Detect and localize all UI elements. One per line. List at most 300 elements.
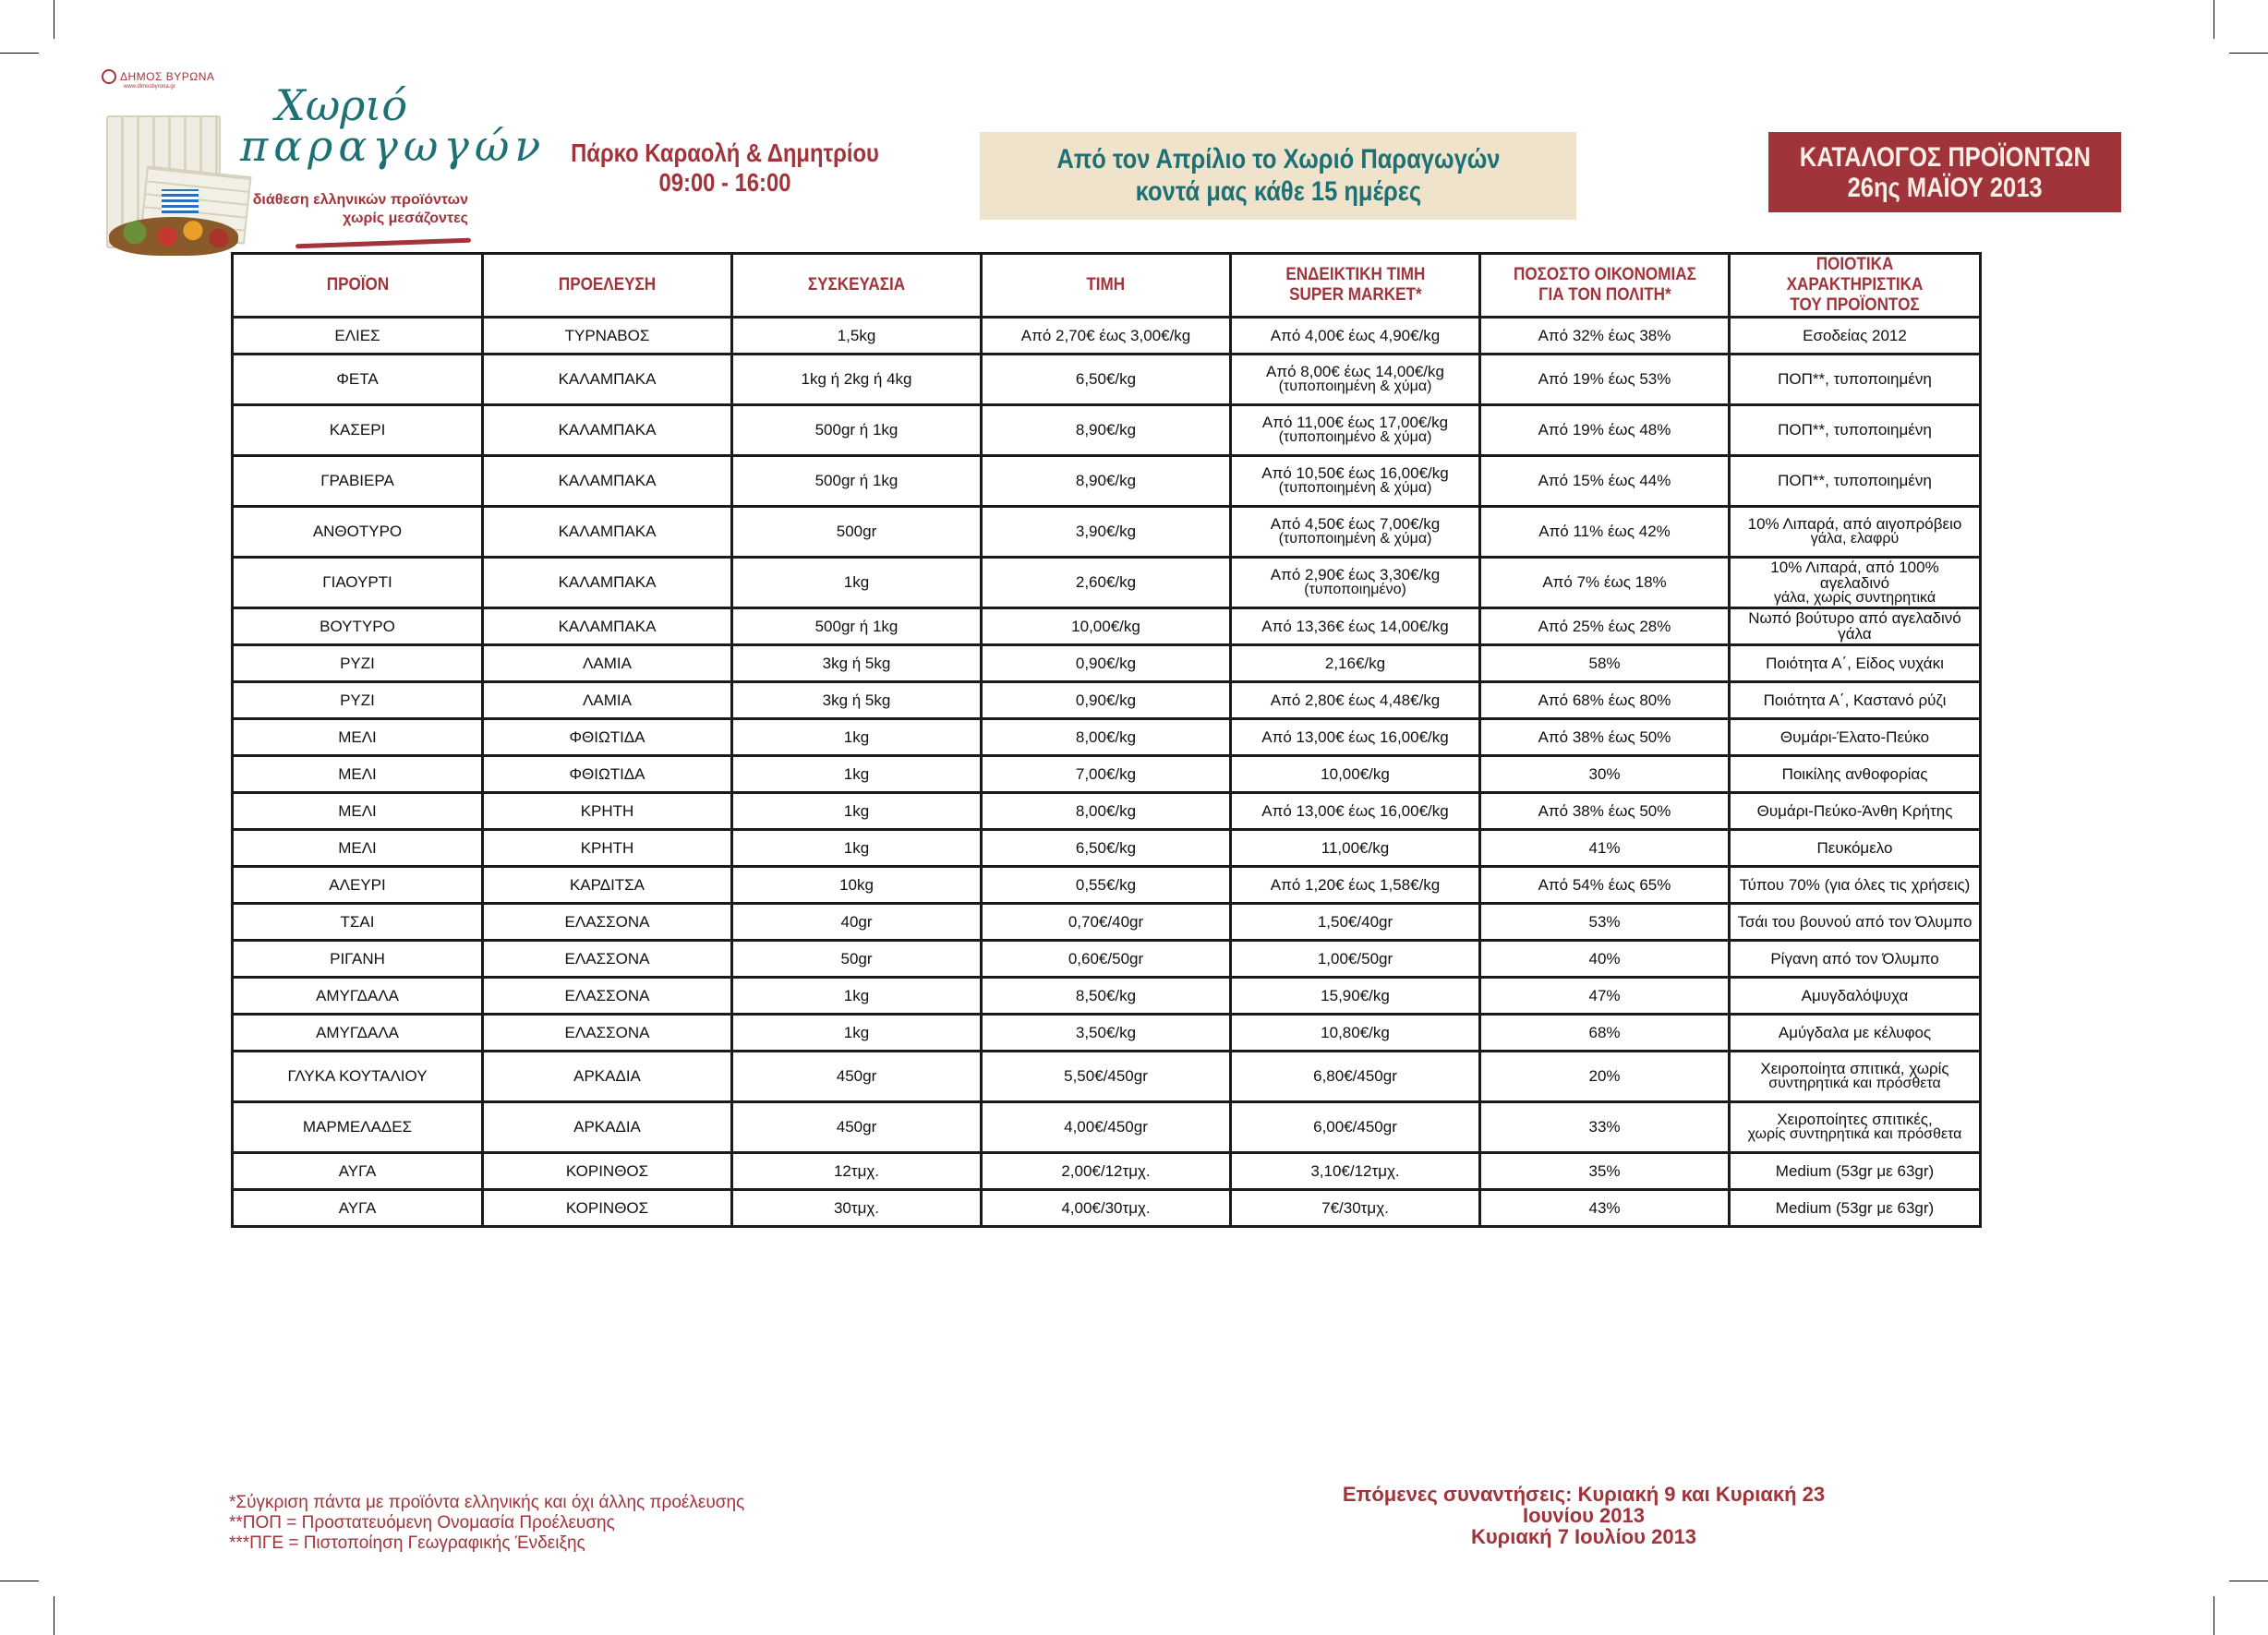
village-producers-logo bbox=[102, 69, 547, 258]
quality-text: Πευκόμελο bbox=[1816, 838, 1893, 857]
catalog-date: 26ης ΜΑΪΟΥ 2013 bbox=[1847, 172, 2043, 203]
product-text: ΑΜΥΓΔΑΛΑ bbox=[315, 986, 400, 1004]
quality-text: Ποικίλης ανθοφορίας bbox=[1781, 764, 1928, 783]
quality-text: Τύπου 70% (για όλες τις χρήσεις) bbox=[1739, 875, 1971, 894]
price-cell bbox=[982, 607, 1231, 644]
price-text: 6,50€/kg bbox=[1075, 838, 1137, 857]
origin-text: ΕΛΑΣΣΟΝΑ bbox=[564, 912, 650, 931]
venue-place: Πάρκο Καραολή & Δημητρίου bbox=[571, 138, 879, 167]
saving-cell bbox=[1480, 903, 1730, 940]
product-text: ΡΥΖΙ bbox=[340, 691, 375, 709]
price-text: 2,00€/12τμχ. bbox=[1061, 1161, 1151, 1180]
saving-text: Από 25% έως 28% bbox=[1538, 617, 1671, 635]
packaging-cell bbox=[732, 404, 982, 455]
origin-text: ΚΑΛΑΜΠΑΚΑ bbox=[558, 370, 657, 389]
packaging-text: 500gr ή 1kg bbox=[814, 421, 899, 439]
product-cell bbox=[233, 354, 483, 404]
product-text: ΑΥΓΑ bbox=[338, 1161, 377, 1180]
product-cell bbox=[233, 557, 483, 607]
supermarket-price-note: (τυποποιημένο) bbox=[1304, 582, 1406, 598]
origin-cell bbox=[483, 866, 732, 903]
brush-stroke bbox=[296, 238, 471, 249]
packaging-text: 3kg ή 5kg bbox=[822, 691, 891, 709]
supermarket-price-text: Από 10,50€ έως 16,00€/kg bbox=[1261, 464, 1449, 483]
supermarket-price-text: 3,10€/12τμχ. bbox=[1310, 1161, 1400, 1180]
crop-mark bbox=[2229, 53, 2268, 54]
price-cell bbox=[982, 681, 1231, 718]
product-cell bbox=[233, 1152, 483, 1189]
supermarket-price-text: Από 2,90€ έως 3,30€/kg bbox=[1270, 566, 1441, 584]
supermarket-price-cell bbox=[1231, 317, 1480, 354]
packaging-cell bbox=[732, 607, 982, 644]
supermarket-price-cell bbox=[1231, 1014, 1480, 1051]
quality-text: Θυμάρι-Έλατο-Πεύκο bbox=[1779, 727, 1930, 746]
quality-text: ΠΟΠ**, τυποποιημένη bbox=[1778, 472, 1932, 490]
column-header-saving: ΠΟΣΟΣΤΟ ΟΙΚΟΝΟΜΙΑΣ ΓΙΑ ΤΟΝ ΠΟΛΙΤΗ* bbox=[1480, 254, 1730, 318]
quality-cell bbox=[1730, 404, 1981, 455]
supermarket-price-text: Από 13,00€ έως 16,00€/kg bbox=[1261, 727, 1449, 746]
origin-text: ΑΡΚΑΔΙΑ bbox=[573, 1067, 641, 1086]
packaging-text: 1kg bbox=[843, 727, 870, 746]
quality-note: συντηρητικά και πρόσθετα bbox=[1768, 1076, 1941, 1092]
saving-cell bbox=[1480, 718, 1730, 755]
price-cell bbox=[982, 866, 1231, 903]
table-row bbox=[233, 1014, 1981, 1051]
price-cell bbox=[982, 1101, 1231, 1152]
quality-cell bbox=[1730, 1189, 1981, 1226]
quality-text: Χειροποίητες σπιτικές, bbox=[1777, 1111, 1933, 1129]
supermarket-price-cell bbox=[1231, 607, 1480, 644]
quality-cell bbox=[1730, 792, 1981, 829]
price-cell bbox=[982, 1051, 1231, 1101]
origin-cell bbox=[483, 1051, 732, 1101]
product-text: ΑΜΥΓΔΑΛΑ bbox=[315, 1023, 400, 1041]
packaging-cell bbox=[732, 903, 982, 940]
price-cell bbox=[982, 755, 1231, 792]
origin-text: ΚΑΡΔΙΤΣΑ bbox=[569, 875, 645, 894]
saving-text: 41% bbox=[1588, 838, 1621, 857]
price-text: 8,50€/kg bbox=[1075, 986, 1137, 1004]
origin-cell bbox=[483, 557, 732, 607]
catalog-title: ΚΑΤΑΛΟΓΟΣ ΠΡΟΪΟΝΤΩΝ bbox=[1799, 141, 2091, 173]
origin-cell bbox=[483, 718, 732, 755]
product-text: ΒΟΥΤΥΡΟ bbox=[320, 617, 395, 635]
quality-cell bbox=[1730, 940, 1981, 977]
supermarket-price-text: 11,00€/kg bbox=[1321, 838, 1390, 857]
quality-cell bbox=[1730, 455, 1981, 506]
supermarket-price-text: Από 8,00€ έως 14,00€/kg bbox=[1266, 363, 1444, 381]
price-cell bbox=[982, 792, 1231, 829]
packaging-text: 450gr bbox=[836, 1118, 877, 1136]
packaging-cell bbox=[732, 977, 982, 1014]
saving-text: 53% bbox=[1588, 912, 1621, 931]
origin-text: ΚΑΛΑΜΠΑΚΑ bbox=[558, 472, 657, 490]
column-header-quality: ΠΟΙΟΤΙΚΑ ΧΑΡΑΚΤΗΡΙΣΤΙΚΑ ΤΟΥ ΠΡΟΪΟΝΤΟΣ bbox=[1730, 254, 1981, 318]
supermarket-price-cell bbox=[1231, 829, 1480, 866]
table-row bbox=[233, 455, 1981, 506]
price-text: 7,00€/kg bbox=[1075, 764, 1137, 783]
origin-text: ΚΡΗΤΗ bbox=[580, 801, 634, 820]
origin-text: ΛΑΜΙΑ bbox=[583, 691, 632, 709]
column-header-product: ΠΡΟΪΟΝ bbox=[233, 254, 483, 318]
packaging-cell bbox=[732, 455, 982, 506]
origin-text: ΦΘΙΩΤΙΔΑ bbox=[569, 764, 645, 783]
saving-cell bbox=[1480, 354, 1730, 404]
price-text: 6,50€/kg bbox=[1075, 370, 1137, 389]
product-text: ΑΥΓΑ bbox=[338, 1198, 377, 1217]
price-cell bbox=[982, 506, 1231, 557]
packaging-cell bbox=[732, 644, 982, 681]
supermarket-price-cell bbox=[1231, 866, 1480, 903]
packaging-text: 1kg bbox=[843, 838, 870, 857]
quality-text: Νωπό βούτυρο από αγελαδινό γάλα bbox=[1748, 609, 1961, 643]
quality-cell bbox=[1730, 1101, 1981, 1152]
quality-text: Medium (53gr με 63gr) bbox=[1775, 1161, 1935, 1180]
saving-cell bbox=[1480, 644, 1730, 681]
quality-cell bbox=[1730, 903, 1981, 940]
price-text: 0,60€/50gr bbox=[1068, 949, 1144, 968]
packaging-cell bbox=[732, 506, 982, 557]
supermarket-price-text: 1,00€/50gr bbox=[1317, 949, 1393, 968]
quality-cell bbox=[1730, 1051, 1981, 1101]
saving-text: 58% bbox=[1588, 654, 1621, 672]
quality-note: γάλα, χωρίς συντηρητικά bbox=[1773, 589, 1936, 606]
quality-text: ΠΟΠ**, τυποποιημένη bbox=[1778, 421, 1932, 439]
saving-text: 30% bbox=[1588, 764, 1621, 783]
origin-cell bbox=[483, 317, 732, 354]
packaging-text: 500gr bbox=[836, 523, 877, 541]
supermarket-price-cell bbox=[1231, 1152, 1480, 1189]
saving-cell bbox=[1480, 792, 1730, 829]
municipality-name: ΔΗΜΟΣ ΒΥΡΩΝΑ bbox=[120, 70, 215, 83]
packaging-cell bbox=[732, 866, 982, 903]
price-text: 3,50€/kg bbox=[1075, 1023, 1137, 1041]
origin-cell bbox=[483, 1014, 732, 1051]
quality-text: Τσάι του βουνού από τον Όλυμπο bbox=[1737, 912, 1972, 931]
quality-text: 10% Λιπαρά, από 100% αγελαδινό bbox=[1770, 558, 1939, 592]
product-text: ΡΙΓΑΝΗ bbox=[330, 949, 385, 968]
quality-note: γάλα, ελαφρύ bbox=[1810, 531, 1900, 547]
saving-cell bbox=[1480, 681, 1730, 718]
venue-info bbox=[549, 138, 902, 198]
product-text: ΑΛΕΥΡΙ bbox=[329, 875, 386, 894]
price-text: 8,00€/kg bbox=[1075, 801, 1137, 820]
column-header-price: ΤΙΜΗ bbox=[982, 254, 1231, 318]
price-text: 5,50€/450gr bbox=[1064, 1067, 1148, 1086]
notice-line2: κοντά μας κάθε 15 ημέρες bbox=[1135, 175, 1421, 207]
saving-text: Από 38% έως 50% bbox=[1538, 727, 1671, 746]
saving-text: Από 54% έως 65% bbox=[1538, 875, 1671, 894]
table-row bbox=[233, 506, 1981, 557]
quality-text: Αμύγδαλα με κέλυφος bbox=[1778, 1023, 1932, 1041]
footnotes bbox=[229, 1493, 744, 1555]
municipality-badge bbox=[102, 69, 214, 84]
origin-text: ΚΡΗΤΗ bbox=[580, 838, 634, 857]
supermarket-price-text: 7€/30τμχ. bbox=[1321, 1198, 1389, 1217]
origin-cell bbox=[483, 940, 732, 977]
supermarket-price-text: Από 13,00€ έως 16,00€/kg bbox=[1261, 801, 1449, 820]
logo-tagline bbox=[242, 191, 468, 228]
saving-text: 68% bbox=[1588, 1023, 1621, 1041]
supermarket-price-cell bbox=[1231, 506, 1480, 557]
price-text: 0,90€/kg bbox=[1075, 691, 1137, 709]
quality-note: χωρίς συντηρητικά και πρόσθετα bbox=[1747, 1126, 1962, 1143]
packaging-cell bbox=[732, 1152, 982, 1189]
quality-text: Ποιότητα Α΄, Είδος νυχάκι bbox=[1766, 654, 1944, 672]
product-cell bbox=[233, 755, 483, 792]
table-row bbox=[233, 755, 1981, 792]
price-text: 4,00€/450gr bbox=[1064, 1118, 1148, 1136]
table-row bbox=[233, 829, 1981, 866]
saving-text: Από 11% έως 42% bbox=[1538, 523, 1671, 541]
origin-text: ΕΛΑΣΣΟΝΑ bbox=[564, 1023, 650, 1041]
origin-text: ΛΑΜΙΑ bbox=[583, 654, 632, 672]
table-row bbox=[233, 354, 1981, 404]
quality-cell bbox=[1730, 977, 1981, 1014]
product-cell bbox=[233, 455, 483, 506]
supermarket-price-note: (τυποποιημένο & χύμα) bbox=[1278, 429, 1432, 446]
product-text: ΓΙΑΟΥΡΤΙ bbox=[322, 573, 392, 592]
origin-cell bbox=[483, 681, 732, 718]
product-cell bbox=[233, 1014, 483, 1051]
packaging-cell bbox=[732, 940, 982, 977]
product-text: ΑΝΘΟΤΥΡΟ bbox=[312, 523, 403, 541]
supermarket-price-cell bbox=[1231, 557, 1480, 607]
supermarket-price-note: (τυποποιημένη & χύμα) bbox=[1278, 379, 1432, 395]
product-text: ΜΑΡΜΕΛΑΔΕΣ bbox=[302, 1118, 413, 1136]
price-text: 8,90€/kg bbox=[1075, 472, 1137, 490]
origin-text: ΚΑΛΑΜΠΑΚΑ bbox=[558, 523, 657, 541]
column-header-packaging: ΣΥΣΚΕΥΑΣΙΑ bbox=[732, 254, 982, 318]
quality-cell bbox=[1730, 1152, 1981, 1189]
venue-hours: 09:00 - 16:00 bbox=[658, 168, 791, 198]
price-cell bbox=[982, 718, 1231, 755]
origin-text: ΕΛΑΣΣΟΝΑ bbox=[564, 986, 650, 1004]
supermarket-price-cell bbox=[1231, 404, 1480, 455]
packaging-text: 450gr bbox=[836, 1067, 877, 1086]
packaging-text: 500gr ή 1kg bbox=[814, 472, 899, 490]
saving-text: 40% bbox=[1588, 949, 1621, 968]
price-cell bbox=[982, 354, 1231, 404]
packaging-text: 10kg bbox=[839, 875, 874, 894]
product-cell bbox=[233, 644, 483, 681]
quality-cell bbox=[1730, 755, 1981, 792]
product-text: ΜΕΛΙ bbox=[338, 764, 377, 783]
product-text: ΓΛΥΚΑ ΚΟΥΤΑΛΙΟΥ bbox=[287, 1067, 428, 1086]
price-cell bbox=[982, 1014, 1231, 1051]
product-text: ΜΕΛΙ bbox=[338, 727, 377, 746]
supermarket-price-cell bbox=[1231, 903, 1480, 940]
product-cell bbox=[233, 940, 483, 977]
next-meetings bbox=[1311, 1484, 1856, 1547]
origin-text: ΦΘΙΩΤΙΔΑ bbox=[569, 727, 645, 746]
supermarket-price-cell bbox=[1231, 681, 1480, 718]
saving-cell bbox=[1480, 506, 1730, 557]
product-cell bbox=[233, 903, 483, 940]
saving-text: Από 32% έως 38% bbox=[1538, 326, 1671, 344]
packaging-cell bbox=[732, 1051, 982, 1101]
table-row bbox=[233, 644, 1981, 681]
supermarket-price-cell bbox=[1231, 718, 1480, 755]
saving-text: 33% bbox=[1588, 1118, 1621, 1136]
supermarket-price-note: (τυποποιημένη & χύμα) bbox=[1278, 531, 1432, 547]
product-cell bbox=[233, 1189, 483, 1226]
supermarket-price-cell bbox=[1231, 455, 1480, 506]
origin-cell bbox=[483, 1189, 732, 1226]
product-cell bbox=[233, 506, 483, 557]
saving-cell bbox=[1480, 1014, 1730, 1051]
product-cell bbox=[233, 607, 483, 644]
price-cell bbox=[982, 977, 1231, 1014]
origin-cell bbox=[483, 455, 732, 506]
origin-text: ΚΑΛΑΜΠΑΚΑ bbox=[558, 573, 657, 592]
table-row bbox=[233, 718, 1981, 755]
supermarket-price-text: 15,90€/kg bbox=[1321, 986, 1390, 1004]
table-row bbox=[233, 317, 1981, 354]
packaging-cell bbox=[732, 755, 982, 792]
saving-cell bbox=[1480, 866, 1730, 903]
saving-text: 20% bbox=[1588, 1067, 1621, 1086]
saving-cell bbox=[1480, 755, 1730, 792]
quality-text: Ποιότητα Α΄, Καστανό ρύζι bbox=[1763, 691, 1947, 709]
product-cell bbox=[233, 866, 483, 903]
saving-text: 35% bbox=[1588, 1161, 1621, 1180]
origin-text: ΚΟΡΙΝΘΟΣ bbox=[565, 1198, 649, 1217]
table-row bbox=[233, 404, 1981, 455]
product-text: ΜΕΛΙ bbox=[338, 801, 377, 820]
table-row bbox=[233, 1189, 1981, 1226]
quality-text: Αμυγδαλόψυχα bbox=[1801, 986, 1909, 1004]
logo-tagline-line2: χωρίς μεσάζοντες bbox=[343, 210, 468, 226]
product-text: ΚΑΣΕΡΙ bbox=[329, 421, 386, 439]
saving-text: Από 15% έως 44% bbox=[1538, 472, 1671, 490]
packaging-text: 1kg bbox=[843, 764, 870, 783]
origin-text: ΚΑΛΑΜΠΑΚΑ bbox=[558, 421, 657, 439]
municipality-seal-icon bbox=[102, 69, 116, 84]
packaging-cell bbox=[732, 718, 982, 755]
product-cell bbox=[233, 718, 483, 755]
supermarket-price-text: Από 4,00€ έως 4,90€/kg bbox=[1270, 326, 1441, 344]
table-row bbox=[233, 1101, 1981, 1152]
packaging-text: 30τμχ. bbox=[833, 1198, 880, 1217]
origin-text: ΑΡΚΑΔΙΑ bbox=[573, 1118, 641, 1136]
product-text: ΦΕΤΑ bbox=[336, 370, 379, 389]
footnote-pdo: **ΠΟΠ = Προστατευόμενη Ονομασία Προέλευσης bbox=[229, 1513, 615, 1533]
packaging-cell bbox=[732, 317, 982, 354]
product-table-body bbox=[233, 317, 1981, 1226]
saving-cell bbox=[1480, 977, 1730, 1014]
table-row bbox=[233, 607, 1981, 644]
product-text: ΓΡΑΒΙΕΡΑ bbox=[320, 472, 394, 490]
product-cell bbox=[233, 317, 483, 354]
packaging-text: 1kg ή 2kg ή 4kg bbox=[801, 370, 912, 389]
table-row bbox=[233, 681, 1981, 718]
origin-cell bbox=[483, 792, 732, 829]
price-text: 8,90€/kg bbox=[1075, 421, 1137, 439]
origin-text: ΤΥΡΝΑΒΟΣ bbox=[564, 326, 650, 344]
packaging-text: 12τμχ. bbox=[833, 1161, 880, 1180]
greek-flag-icon bbox=[162, 189, 199, 213]
next-meetings-line2: Κυριακή 7 Ιουλίου 2013 bbox=[1470, 1525, 1697, 1549]
quality-cell bbox=[1730, 718, 1981, 755]
footnote-comparison: *Σύγκριση πάντα με προϊόντα ελληνικής και όχι άλλης προέλευσης bbox=[229, 1493, 745, 1512]
supermarket-price-cell bbox=[1231, 1051, 1480, 1101]
packaging-text: 1kg bbox=[843, 573, 870, 592]
supermarket-price-text: Από 4,50€ έως 7,00€/kg bbox=[1270, 515, 1441, 534]
origin-text: ΚΑΛΑΜΠΑΚΑ bbox=[558, 617, 657, 635]
origin-cell bbox=[483, 354, 732, 404]
logo-tagline-line1: διάθεση ελληνικών προϊόντων bbox=[252, 192, 468, 208]
packaging-cell bbox=[732, 1189, 982, 1226]
saving-cell bbox=[1480, 557, 1730, 607]
origin-cell bbox=[483, 644, 732, 681]
product-text: ΤΣΑΙ bbox=[340, 912, 375, 931]
supermarket-price-text: 6,80€/450gr bbox=[1313, 1067, 1397, 1086]
supermarket-price-text: 2,16€/kg bbox=[1324, 654, 1386, 672]
column-header-supermarket-price: ΕΝΔΕΙΚΤΙΚΗ ΤΙΜΗ SUPER MARKET* bbox=[1231, 254, 1480, 318]
logo-title-line1: Χωριό bbox=[275, 80, 408, 130]
packaging-cell bbox=[732, 557, 982, 607]
table-row bbox=[233, 903, 1981, 940]
packaging-text: 3kg ή 5kg bbox=[822, 654, 891, 672]
product-cell bbox=[233, 977, 483, 1014]
vegetables-illustration bbox=[109, 217, 238, 256]
saving-cell bbox=[1480, 1152, 1730, 1189]
quality-text: Medium (53gr με 63gr) bbox=[1775, 1198, 1935, 1217]
crop-mark bbox=[0, 53, 39, 54]
price-text: 2,60€/kg bbox=[1075, 573, 1137, 592]
origin-cell bbox=[483, 607, 732, 644]
supermarket-price-text: Από 11,00€ έως 17,00€/kg bbox=[1261, 414, 1449, 432]
price-cell bbox=[982, 455, 1231, 506]
product-text: ΕΛΙΕΣ bbox=[334, 326, 380, 344]
quality-cell bbox=[1730, 354, 1981, 404]
supermarket-price-text: 1,50€/40gr bbox=[1317, 912, 1393, 931]
price-cell bbox=[982, 1189, 1231, 1226]
table-row bbox=[233, 940, 1981, 977]
saving-text: Από 38% έως 50% bbox=[1538, 801, 1671, 820]
packaging-text: 500gr ή 1kg bbox=[814, 617, 899, 635]
packaging-cell bbox=[732, 1101, 982, 1152]
origin-cell bbox=[483, 1152, 732, 1189]
packaging-text: 1,5kg bbox=[837, 326, 876, 344]
packaging-text: 50gr bbox=[840, 949, 873, 968]
price-text: 10,00€/kg bbox=[1071, 617, 1140, 635]
packaging-cell bbox=[732, 681, 982, 718]
price-cell bbox=[982, 829, 1231, 866]
supermarket-price-cell bbox=[1231, 354, 1480, 404]
price-cell bbox=[982, 903, 1231, 940]
catalog-title-badge bbox=[1768, 132, 2121, 212]
saving-cell bbox=[1480, 455, 1730, 506]
price-cell bbox=[982, 557, 1231, 607]
quality-text: Εσοδείας 2012 bbox=[1803, 326, 1907, 344]
packaging-cell bbox=[732, 1014, 982, 1051]
table-row bbox=[233, 866, 1981, 903]
packaging-text: 1kg bbox=[843, 801, 870, 820]
price-cell bbox=[982, 940, 1231, 977]
quality-cell bbox=[1730, 866, 1981, 903]
price-cell bbox=[982, 404, 1231, 455]
supermarket-price-cell bbox=[1231, 1101, 1480, 1152]
supermarket-price-cell bbox=[1231, 792, 1480, 829]
saving-text: Από 68% έως 80% bbox=[1538, 691, 1671, 709]
table-row bbox=[233, 1152, 1981, 1189]
quality-text: Χειροποίητα σπιτικά, χωρίς bbox=[1760, 1060, 1949, 1078]
saving-text: Από 19% έως 48% bbox=[1538, 421, 1671, 439]
supermarket-price-cell bbox=[1231, 755, 1480, 792]
origin-cell bbox=[483, 977, 732, 1014]
